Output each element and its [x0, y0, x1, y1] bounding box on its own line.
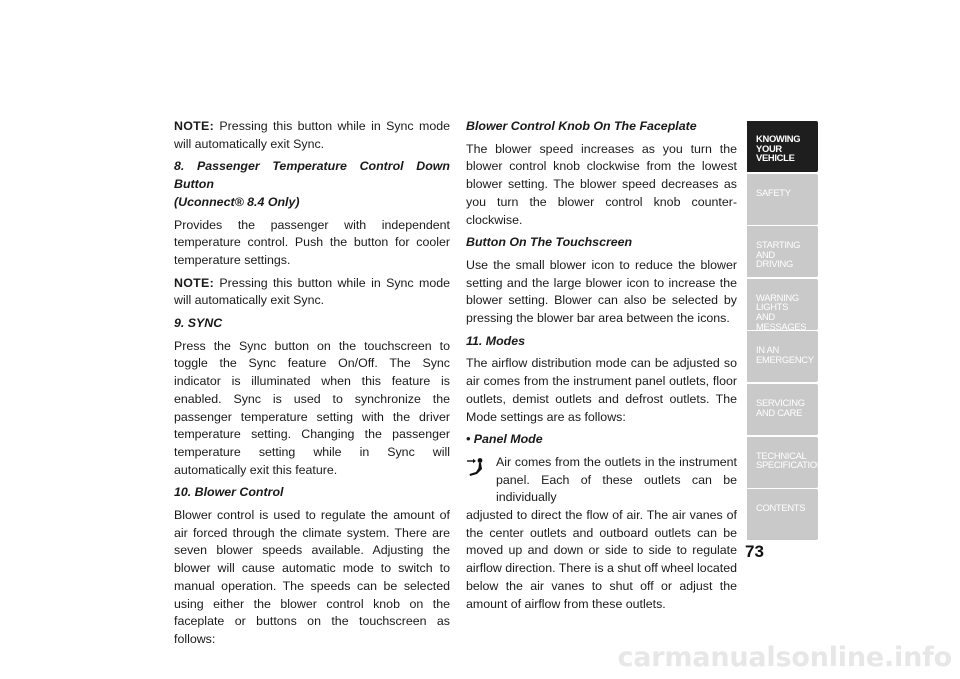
section-10-body: Blower control is used to regulate the amount of air forced through the climate system. There are seven blower speeds available. Adjusting the blower will cause automatic mode to switch to manual operation. The speeds can be selected using either the blower control knob on the faceplate or buttons on the touchscreen as follows:: [174, 508, 450, 646]
tab-contents[interactable]: CONTENTS: [747, 489, 818, 540]
tab-warning-lights-and-messages[interactable]: WARNING LIGHTS AND MESSAGES: [747, 279, 818, 330]
tab-in-an-emergency[interactable]: IN AN EMERGENCY: [747, 331, 818, 382]
panel-mode-bullet: • Panel Mode: [466, 432, 543, 447]
tab-technical-specifications[interactable]: TECHNICAL SPECIFICATIONS: [747, 437, 818, 488]
section-9-heading: 9. SYNC: [174, 316, 223, 331]
section-tabs: [747, 121, 830, 542]
knob-body: The blower speed increases as you turn the blower control knob clockwise from the lowest blower setting. The blower speed decreases as you turn the blower control knob counter-clockwise.: [466, 141, 737, 227]
tab-starting-and-driving[interactable]: STARTING AND DRIVING: [747, 226, 818, 277]
left-column: [174, 118, 450, 654]
note-text: Pressing this button while in Sync mode will automatically exit Sync.: [174, 275, 450, 308]
section-11-heading: 11. Modes: [466, 333, 525, 348]
touchscreen-body: Use the small blower icon to reduce the blower setting and the large blower icon to increase the blower setting. Blower can also be selected by pressing the blower bar area between the icons.: [466, 257, 737, 326]
right-column: [466, 118, 737, 613]
section-8-body: Provides the passenger with independent temperature control. Push the button for cooler temperature settings.: [174, 217, 450, 267]
page-number: 73: [745, 542, 764, 561]
panel-mode-rest: adjusted to direct the flow of air. The air vanes of the center outlets and outboard outlets can be moved up and down or side to side to regulate airflow direction. There is a shut off wheel located below the air vanes to shut off or adjust the amount of airflow from these outlets.: [466, 508, 737, 611]
section-8-heading: [174, 158, 450, 211]
section-10-heading: 10. Blower Control: [174, 485, 284, 500]
panel-mode-first-lines: Air comes from the outlets in the instrument panel. Each of these outlets can be individually: [496, 454, 737, 505]
section-8-heading-line2: (Uconnect® 8.4 Only): [174, 194, 300, 209]
section-8-heading-line1: 8. Passenger Temperature Control Down Button: [174, 159, 450, 192]
note-label: NOTE:: [174, 119, 215, 133]
tab-servicing-and-care[interactable]: SERVICING AND CARE: [747, 384, 818, 435]
section-9-body: Press the Sync button on the touchscreen to toggle the Sync feature On/Off. The Sync indicator is illuminated when this feature is enabled. Sync is used to synchronize the passenger temperature setting with the driver temperature setting. Changing the passenger temperature setting while in Sync will automatically exit this feature.: [174, 338, 450, 477]
section-11-body: The airflow distribution mode can be adjusted so air comes from the instrument panel outlets, floor outlets, demist outlets and defrost outlets. The Mode settings are as follows:: [466, 356, 737, 424]
tab-knowing-your-vehicle[interactable]: KNOWING YOUR VEHICLE: [747, 121, 818, 172]
panel-mode-description: [466, 454, 737, 613]
watermark: carmanualsonline.info: [617, 642, 952, 673]
panel-mode-icon: [466, 457, 488, 479]
touchscreen-heading: Button On The Touchscreen: [466, 235, 633, 250]
note-2: [174, 275, 450, 310]
tab-safety[interactable]: SAFETY: [747, 174, 818, 225]
note-text: Pressing this button while in Sync mode will automatically exit Sync.: [174, 119, 450, 151]
note-label: NOTE:: [174, 275, 215, 290]
note-1: [174, 118, 450, 153]
knob-heading: Blower Control Knob On The Faceplate: [466, 119, 697, 133]
